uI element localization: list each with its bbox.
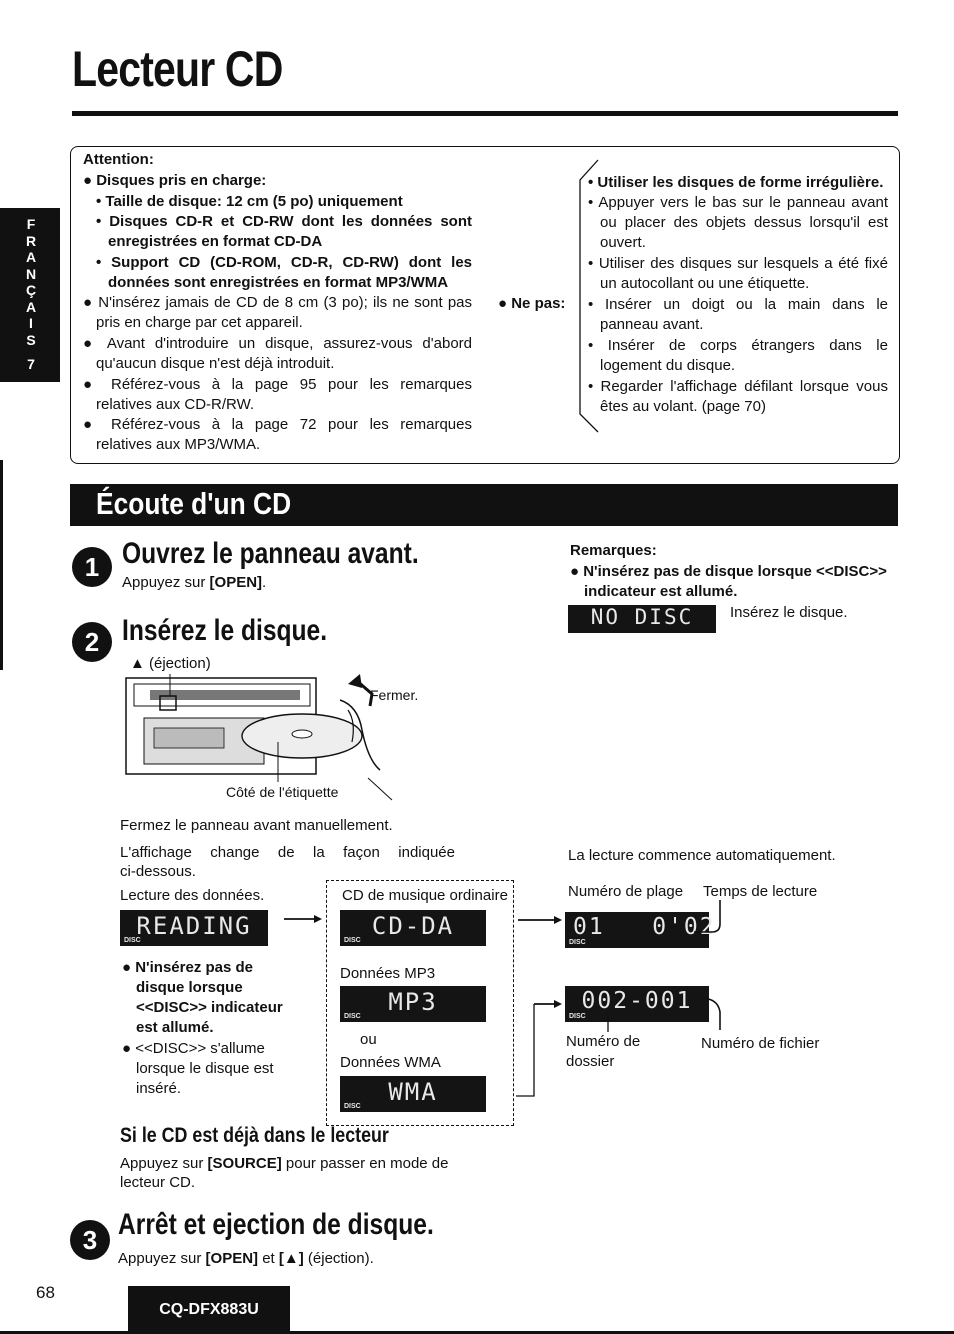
supported-size: • Taille de disque: 12 cm (5 po) uniquement bbox=[96, 193, 403, 210]
mp3-data-label: Données MP3 bbox=[340, 965, 436, 982]
open-key: [OPEN] bbox=[209, 574, 263, 591]
step-2-badge: 2 bbox=[72, 622, 112, 662]
supported-mp3: • Support CD (CD-ROM, CD-R, CD-RW) dont les bbox=[96, 254, 472, 271]
ne-pas-item-2c: ouvert. bbox=[600, 234, 646, 251]
supported-cdr-2: enregistrées en format CD-DA bbox=[108, 233, 323, 250]
note-text-3: inséré. bbox=[136, 1080, 182, 1097]
step-3-title: Arrêt et ejection de disque. bbox=[118, 1208, 434, 1241]
lcd-mp3: MP3 DISC bbox=[340, 986, 486, 1022]
arrow-right-icon bbox=[284, 912, 322, 926]
label-side-label: Côté de l'étiquette bbox=[226, 784, 339, 800]
ne-pas-item-6: • Regarder l'affichage défilant lorsque vous bbox=[588, 378, 888, 395]
page-title: Lecteur CD bbox=[72, 41, 283, 97]
reading-data-label: Lecture des données. bbox=[120, 887, 265, 904]
attention-bullet-4b: relatives aux MP3/WMA. bbox=[96, 436, 261, 453]
folder-file-pointers bbox=[600, 990, 730, 1034]
play-time-pointer bbox=[686, 900, 726, 940]
language-side-tab bbox=[0, 208, 60, 382]
lcd-no-disc: NO DISC bbox=[568, 605, 716, 633]
eject-key: [▲] bbox=[278, 1250, 304, 1267]
remarks-heading: Remarques: bbox=[570, 542, 657, 559]
attention-heading: Attention: bbox=[83, 151, 154, 168]
lcd-cdda: CD-DA DISC bbox=[340, 910, 486, 946]
left-edge-bar bbox=[0, 460, 3, 670]
warn-text-1: ● N'insérez pas de bbox=[122, 959, 254, 976]
or-label: ou bbox=[360, 1031, 377, 1048]
note-text-2: lorsque le disque est bbox=[136, 1060, 274, 1077]
attention-bullet-2b: qu'aucun disque n'est déjà introduit. bbox=[96, 355, 335, 372]
auto-play-text: La lecture commence automatiquement. bbox=[568, 847, 836, 864]
warn-text-4: est allumé. bbox=[136, 1019, 214, 1036]
side-tab-number: 7 bbox=[27, 356, 35, 372]
ne-pas-item-5b: logement du disque. bbox=[600, 357, 736, 374]
attention-bullet-3: ● Référez-vous à la page 95 pour les remarques bbox=[83, 376, 472, 393]
attention-bullet-2: ● Avant d'introduire un disque, assurez-vous d'abord bbox=[83, 335, 472, 352]
insert-disc-text: Insérez le disque. bbox=[730, 604, 848, 621]
remarks-line-1: ● N'insérez pas de disque lorsque <<DISC>> bbox=[570, 563, 887, 580]
step-1-title: Ouvrez le panneau avant. bbox=[122, 537, 419, 570]
ne-pas-item-4b: panneau avant. bbox=[600, 316, 704, 333]
warn-text-2: disque lorsque bbox=[136, 979, 243, 996]
lcd-track-time: 01 0'02 DISC bbox=[565, 912, 709, 948]
remarks-line-2: indicateur est allumé. bbox=[584, 583, 738, 600]
lcd-wma: WMA DISC bbox=[340, 1076, 486, 1112]
step-3-badge: 3 bbox=[70, 1220, 110, 1260]
already-loaded-text-2: lecteur CD. bbox=[120, 1174, 196, 1191]
title-rule bbox=[72, 111, 898, 116]
step-1-desc: Appuyez sur [OPEN]. bbox=[122, 574, 267, 591]
attention-bullet-1b: pris en charge par cet appareil. bbox=[96, 314, 303, 331]
display-change-text-2: ci-dessous. bbox=[120, 863, 196, 880]
already-loaded-title: Si le CD est déjà dans le lecteur bbox=[120, 1124, 389, 1147]
already-loaded-text: Appuyez sur [SOURCE] pour passer en mode de bbox=[120, 1155, 449, 1172]
folder-number-label-2: dossier bbox=[566, 1053, 615, 1070]
ne-pas-item-3: • Utiliser des disques sur lesquels a été fixé bbox=[588, 255, 888, 272]
note-text-1: ● <<DISC>> s'allume bbox=[122, 1040, 265, 1057]
supported-mp3-2: données sont enregistrées en format MP3/WMA bbox=[108, 274, 449, 291]
section-title: Écoute d'un CD bbox=[96, 486, 292, 521]
warn-text-3: <<DISC>> indicateur bbox=[136, 999, 283, 1016]
eject-label: ▲ (éjection) bbox=[130, 655, 211, 672]
display-change-text: L'affichage change de la façon indiquée bbox=[120, 844, 455, 861]
supported-cdr: • Disques CD-R et CD-RW dont les données sont bbox=[96, 213, 472, 230]
close-label: Fermer. bbox=[370, 687, 419, 703]
page-number: 68 bbox=[36, 1283, 55, 1302]
ne-pas-item-1: • Utiliser les disques de forme irrégulière. bbox=[588, 174, 884, 191]
attention-bullet-3b: relatives aux CD-R/RW. bbox=[96, 396, 255, 413]
ne-pas-item-3b: un autocollant ou une étiquette. bbox=[600, 275, 810, 292]
step-2-title: Insérez le disque. bbox=[122, 614, 328, 647]
lcd-folder-file: 002-001 DISC bbox=[565, 986, 709, 1022]
supported-title: ● Disques pris en charge: bbox=[83, 172, 267, 189]
model-label: CQ-DFX883U bbox=[128, 1286, 290, 1334]
play-time-label: Temps de lecture bbox=[703, 883, 818, 900]
attention-bullet-4: ● Référez-vous à la page 72 pour les remarques bbox=[83, 416, 472, 433]
close-manually-text: Fermez le panneau avant manuellement. bbox=[120, 817, 393, 834]
ne-pas-item-2b: ou placer des objets dessus lorsqu'il est bbox=[600, 214, 888, 231]
lcd-reading: READING DISC bbox=[120, 910, 268, 946]
ne-pas-label: ● Ne pas: bbox=[498, 295, 566, 312]
side-tab-letters: F R A N Ç A I S bbox=[25, 216, 37, 348]
folder-number-label: Numéro de bbox=[566, 1033, 641, 1050]
open-key-2: [OPEN] bbox=[205, 1250, 259, 1267]
step-3-desc: Appuyez sur [OPEN] et [▲] (éjection). bbox=[118, 1250, 374, 1267]
cd-music-label: CD de musique ordinaire bbox=[340, 886, 510, 906]
wma-data-label: Données WMA bbox=[340, 1054, 441, 1071]
ne-pas-item-4: • Insérer un doigt ou la main dans le bbox=[588, 296, 888, 313]
flow-connectors bbox=[514, 912, 566, 1102]
attention-bullet-1: ● N'insérez jamais de CD de 8 cm (3 po); ils ne sont pas bbox=[83, 294, 472, 311]
source-key: [SOURCE] bbox=[207, 1155, 282, 1172]
ne-pas-item-6b: êtes au volant. (page 70) bbox=[600, 398, 766, 415]
track-number-label: Numéro de plage bbox=[568, 883, 684, 900]
file-number-label: Numéro de fichier bbox=[701, 1035, 820, 1052]
ne-pas-item-2: • Appuyer vers le bas sur le panneau avant bbox=[588, 194, 888, 211]
ne-pas-item-5: • Insérer de corps étrangers dans le bbox=[588, 337, 888, 354]
step-1-badge: 1 bbox=[72, 547, 112, 587]
